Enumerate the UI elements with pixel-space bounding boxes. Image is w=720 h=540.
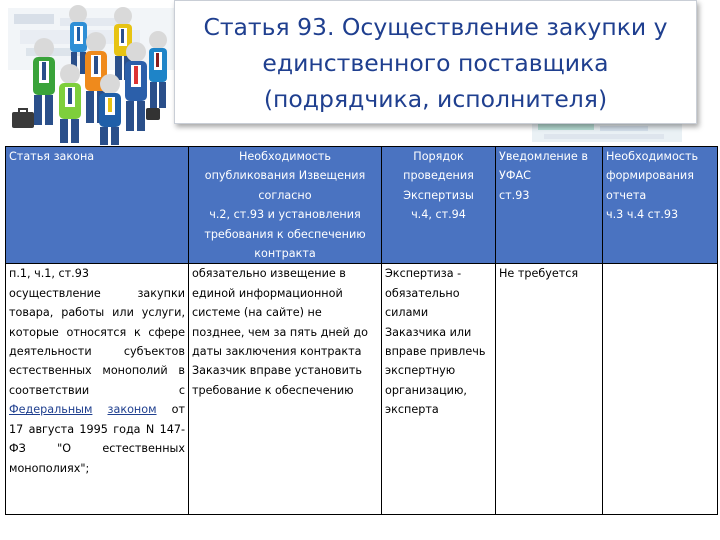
federal-law-link[interactable]: Федеральным [9,403,93,417]
header-text: отчета [606,188,647,202]
cell-ufas-notice [496,264,603,515]
cell-text: товара, работы или услуги, [9,306,185,320]
cell-text: силами [385,306,429,320]
cell-text: которые относятся к сфере [9,325,185,339]
header-text: формирования [606,169,694,183]
cell-text: естественных монополий в [9,364,185,378]
header-cell-notice [189,147,382,264]
cell-text: Заказчика или [385,325,472,339]
cell-text: ФЗ "О естественных [9,442,185,456]
cell-report [603,264,718,515]
header-text: контракта [254,247,316,261]
cell-text: системе (на сайте) не [192,306,322,320]
header-text: Необходимость [606,150,699,163]
figure-mid-1 [33,38,55,125]
table-row [6,264,718,515]
cell-text: обязательно извещение в [192,267,346,281]
cell-text: Экспертиза - [385,267,462,281]
cell-text: экспертную [385,364,456,378]
cell-expertise [382,264,496,515]
law-link[interactable]: законом [107,403,157,417]
figure-back-3 [149,31,167,108]
cell-text: от [171,403,185,417]
figure-front-1 [59,64,81,143]
cell-text: п.1, ч.1, ст.93 [9,267,89,281]
cell-text: даты заключения контракта [192,345,362,359]
header-text: Статья закона [9,150,95,163]
header-text: Экспертизы [403,188,474,202]
header-text: согласно [258,188,312,202]
cell-text: эксперта [385,403,439,417]
cell-article [6,264,189,515]
cell-text: осуществление закупки [9,286,185,300]
header-text: Порядок [413,150,464,163]
cell-text: организацию, [385,383,467,397]
header-cell-report [603,147,718,264]
cell-text: позднее, чем за пять дней до [192,325,368,339]
header-text: Необходимость [238,150,332,163]
title-line-3: (подрядчика, исполнителя) [263,85,608,113]
cell-text: монополиях"; [9,461,90,475]
briefcase-icon [12,109,34,128]
title-line-2: единственного поставщика [262,49,609,77]
figure-front-2 [99,74,121,145]
header-cell-ufas-notice [496,147,603,264]
header-text: ст.93 [499,188,530,202]
header-text: опубликования Извещения [204,169,366,183]
cell-text: требование к обеспечению [192,383,354,397]
federal-law-line [9,400,185,419]
cell-text: Заказчик вправе установить [192,364,362,378]
cell-notice [189,264,382,515]
slide-title [174,0,697,124]
header-text: УФАС [499,169,531,183]
header-cell-article [6,147,189,264]
header-text: проведения [403,169,474,183]
header-text: ч.2, ст.93 и установления [209,208,361,222]
cell-text: единой информационной [192,286,343,300]
header-text: требования к обеспечению [204,227,366,241]
header-text: ч.3 ч.4 ст.93 [606,208,679,222]
cell-text: вправе привлечь [385,345,486,359]
cell-text: Не требуется [499,267,579,281]
header-cell-expertise [382,147,496,264]
title-line-1: Статья 93. Осуществление закупки у [203,13,668,41]
header-text: Уведомление в [499,150,588,163]
cell-text: деятельности субъектов [9,345,185,359]
table-header-row [6,147,718,264]
cell-text: 17 августа 1995 года N 147- [9,422,185,436]
header-text: ч.4, ст.94 [411,208,466,222]
cell-text: соответствии с [9,383,185,397]
procurement-table [5,146,718,515]
cell-text: обязательно [385,286,460,300]
